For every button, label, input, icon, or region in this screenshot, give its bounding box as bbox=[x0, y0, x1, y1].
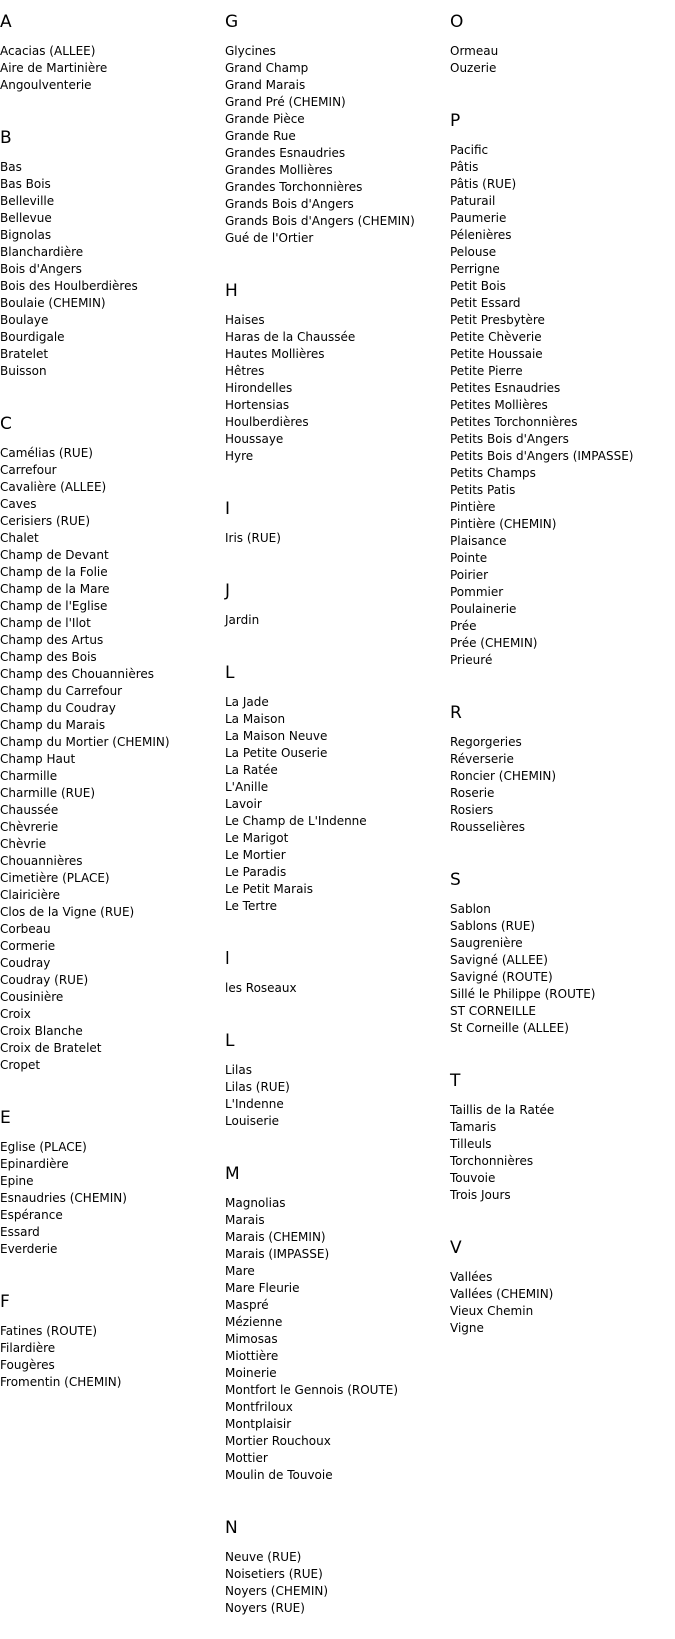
street-item[interactable]: Saugrenière bbox=[450, 936, 523, 950]
letter-section bbox=[225, 651, 450, 915]
street-item[interactable]: Grands Bois d'Angers bbox=[225, 197, 354, 211]
street-item[interactable]: Sablons (RUE) bbox=[450, 919, 536, 933]
street-item[interactable]: Ormeau bbox=[450, 44, 499, 58]
street-item[interactable]: Mare Fleurie bbox=[225, 1281, 300, 1295]
index-column-3 bbox=[450, 0, 675, 1359]
street-list bbox=[225, 530, 450, 547]
street-item[interactable]: Grands Bois d'Angers (CHEMIN) bbox=[225, 214, 415, 228]
street-item[interactable]: Coudray bbox=[0, 956, 51, 970]
street-item[interactable]: Hortensias bbox=[225, 398, 290, 412]
street-item[interactable]: Vallées bbox=[450, 1270, 493, 1284]
street-list bbox=[225, 612, 450, 629]
street-list bbox=[450, 1102, 675, 1204]
letter-heading: V bbox=[450, 1238, 462, 1258]
street-item[interactable]: Iris (RUE) bbox=[225, 531, 281, 545]
street-item[interactable]: Noyers (RUE) bbox=[225, 1601, 305, 1615]
street-item[interactable]: Sillé le Philippe (ROUTE) bbox=[450, 987, 596, 1001]
letter-heading: M bbox=[225, 1164, 240, 1184]
street-item[interactable]: Fougères bbox=[0, 1358, 55, 1372]
street-item[interactable]: Champ de l'Eglise bbox=[0, 599, 108, 613]
street-item[interactable]: Gué de l'Ortier bbox=[225, 231, 314, 245]
street-item[interactable]: Maspré bbox=[225, 1298, 269, 1312]
letter-heading: T bbox=[450, 1071, 461, 1091]
letter-heading: E bbox=[0, 1108, 11, 1128]
street-item[interactable]: Montplaisir bbox=[225, 1417, 292, 1431]
street-item[interactable]: Cavalière (ALLEE) bbox=[0, 480, 107, 494]
street-item[interactable]: Pommier bbox=[450, 585, 504, 599]
street-item[interactable]: Prieuré bbox=[450, 653, 493, 667]
street-item[interactable]: Le Champ de L'Indenne bbox=[225, 814, 367, 828]
street-item[interactable]: Petit Bois bbox=[450, 279, 506, 293]
street-item[interactable]: Champ du Carrefour bbox=[0, 684, 123, 698]
street-item[interactable]: Paturail bbox=[450, 194, 496, 208]
street-item[interactable]: La Jade bbox=[225, 695, 269, 709]
street-list bbox=[0, 1323, 225, 1391]
letter-heading: G bbox=[225, 12, 239, 32]
street-item[interactable]: Champ de Devant bbox=[0, 548, 109, 562]
street-item[interactable]: Boulaie (CHEMIN) bbox=[0, 296, 106, 310]
street-item[interactable]: Everderie bbox=[0, 1242, 58, 1256]
letter-section bbox=[225, 487, 450, 547]
street-item[interactable]: les Roseaux bbox=[225, 981, 297, 995]
street-item[interactable]: Le Mortier bbox=[225, 848, 286, 862]
street-item[interactable]: Charmille bbox=[0, 769, 58, 783]
street-item[interactable]: L'Indenne bbox=[225, 1097, 284, 1111]
street-item[interactable]: Magnolias bbox=[225, 1196, 286, 1210]
street-item[interactable]: Moinerie bbox=[225, 1366, 277, 1380]
street-item[interactable]: Noyers (CHEMIN) bbox=[225, 1584, 329, 1598]
letter-heading: B bbox=[0, 128, 12, 148]
street-item[interactable]: Chèvrerie bbox=[0, 820, 59, 834]
street-item[interactable]: Hêtres bbox=[225, 364, 265, 378]
street-item[interactable]: Chouannières bbox=[0, 854, 83, 868]
street-item[interactable]: Sablon bbox=[450, 902, 491, 916]
street-item[interactable]: Grande Rue bbox=[225, 129, 296, 143]
letter-section bbox=[0, 402, 225, 1074]
street-item[interactable]: Carrefour bbox=[0, 463, 57, 477]
street-item[interactable]: Champ des Chouannières bbox=[0, 667, 155, 681]
street-item[interactable]: Clairicière bbox=[0, 888, 61, 902]
street-item[interactable]: Cropet bbox=[0, 1058, 41, 1072]
street-item[interactable]: Montfort le Gennois (ROUTE) bbox=[225, 1383, 399, 1397]
letter-heading: L bbox=[225, 1031, 235, 1051]
street-item[interactable]: Epinardière bbox=[0, 1157, 69, 1171]
index-column-1 bbox=[0, 0, 225, 1413]
street-item[interactable]: Champ des Bois bbox=[0, 650, 97, 664]
street-item[interactable]: Rosiers bbox=[450, 803, 494, 817]
street-item[interactable]: Petite Chèverie bbox=[450, 330, 542, 344]
street-item[interactable]: Chalet bbox=[0, 531, 39, 545]
street-item[interactable]: Petite Houssaie bbox=[450, 347, 543, 361]
street-item[interactable]: Chaussée bbox=[0, 803, 59, 817]
street-item[interactable]: Jardin bbox=[225, 613, 260, 627]
street-item[interactable]: Cimetière (PLACE) bbox=[0, 871, 110, 885]
street-item[interactable]: Corbeau bbox=[0, 922, 51, 936]
letter-heading: l bbox=[225, 949, 230, 969]
street-item[interactable]: Montfriloux bbox=[225, 1400, 293, 1414]
street-item[interactable]: Fatines (ROUTE) bbox=[0, 1324, 98, 1338]
street-item[interactable]: Espérance bbox=[0, 1208, 63, 1222]
street-item[interactable]: ST CORNEILLE bbox=[450, 1004, 536, 1018]
street-item[interactable]: Hyre bbox=[225, 449, 254, 463]
street-item[interactable]: Grand Marais bbox=[225, 78, 306, 92]
street-item[interactable]: Haras de la Chaussée bbox=[225, 330, 356, 344]
street-item[interactable]: Champ de la Folie bbox=[0, 565, 108, 579]
street-item[interactable]: Réverserie bbox=[450, 752, 514, 766]
street-item[interactable]: Pâtis bbox=[450, 160, 479, 174]
street-item[interactable]: Caves bbox=[0, 497, 37, 511]
street-item[interactable]: Pacific bbox=[450, 143, 489, 157]
letter-heading: P bbox=[450, 111, 461, 131]
street-item[interactable]: Lavoir bbox=[225, 797, 262, 811]
street-list bbox=[225, 1549, 450, 1617]
letter-section bbox=[225, 937, 450, 997]
street-item[interactable]: La Maison bbox=[225, 712, 286, 726]
street-item[interactable]: Mottier bbox=[225, 1451, 268, 1465]
street-list bbox=[0, 43, 225, 94]
street-item[interactable]: Haises bbox=[225, 313, 265, 327]
street-item[interactable]: Bellevue bbox=[0, 211, 52, 225]
street-item[interactable]: Grand Champ bbox=[225, 61, 309, 75]
street-item[interactable]: Noisetiers (RUE) bbox=[225, 1567, 323, 1581]
street-item[interactable]: Croix bbox=[0, 1007, 31, 1021]
street-item[interactable]: Petits Patis bbox=[450, 483, 516, 497]
street-item[interactable]: Pointe bbox=[450, 551, 488, 565]
street-item[interactable]: Moulin de Touvoie bbox=[225, 1468, 333, 1482]
street-item[interactable]: Marais (CHEMIN) bbox=[225, 1230, 326, 1244]
street-item[interactable]: Savigné (ROUTE) bbox=[450, 970, 553, 984]
letter-section bbox=[450, 99, 675, 669]
street-item[interactable]: Chèvrie bbox=[0, 837, 47, 851]
street-item[interactable]: Le Paradis bbox=[225, 865, 287, 879]
street-item[interactable]: St Corneille (ALLEE) bbox=[450, 1021, 569, 1035]
street-item[interactable]: Taillis de la Ratée bbox=[450, 1103, 555, 1117]
street-item[interactable]: Houlberdières bbox=[225, 415, 309, 429]
street-item[interactable]: Belleville bbox=[0, 194, 55, 208]
street-item[interactable]: Trois Jours bbox=[450, 1188, 511, 1202]
street-item[interactable]: Touvoie bbox=[450, 1171, 496, 1185]
letter-section bbox=[0, 116, 225, 380]
street-item[interactable]: Petites Esnaudries bbox=[450, 381, 561, 395]
street-item[interactable]: Champ du Coudray bbox=[0, 701, 116, 715]
street-item[interactable]: Petits Bois d'Angers (IMPASSE) bbox=[450, 449, 634, 463]
street-item[interactable]: Plaisance bbox=[450, 534, 507, 548]
street-list bbox=[225, 980, 450, 997]
street-item[interactable]: Coudray (RUE) bbox=[0, 973, 89, 987]
street-item[interactable]: Roncier (CHEMIN) bbox=[450, 769, 557, 783]
street-item[interactable]: Bas bbox=[0, 160, 22, 174]
street-list bbox=[225, 1195, 450, 1484]
street-list bbox=[450, 901, 675, 1037]
street-item[interactable]: Croix Blanche bbox=[0, 1024, 83, 1038]
street-list bbox=[450, 142, 675, 669]
street-item[interactable]: Champ de la Mare bbox=[0, 582, 110, 596]
letter-section bbox=[225, 269, 450, 465]
letter-section bbox=[450, 1059, 675, 1204]
street-item[interactable]: Tilleuls bbox=[450, 1137, 492, 1151]
street-item[interactable]: Essard bbox=[0, 1225, 40, 1239]
street-item[interactable]: Grandes Torchonnières bbox=[225, 180, 363, 194]
street-item[interactable]: Cormerie bbox=[0, 939, 56, 953]
street-item[interactable]: Boulaye bbox=[0, 313, 49, 327]
letter-heading: L bbox=[225, 663, 235, 683]
street-list bbox=[0, 1139, 225, 1258]
street-item[interactable]: Mézienne bbox=[225, 1315, 283, 1329]
street-item[interactable]: Neuve (RUE) bbox=[225, 1550, 302, 1564]
street-item[interactable]: Croix de Bratelet bbox=[0, 1041, 102, 1055]
street-list bbox=[225, 43, 450, 247]
letter-section bbox=[225, 569, 450, 629]
street-item[interactable]: Lilas bbox=[225, 1063, 252, 1077]
street-item[interactable]: Cerisiers (RUE) bbox=[0, 514, 91, 528]
street-item[interactable]: Bois des Houlberdières bbox=[0, 279, 138, 293]
street-item[interactable]: Charmille (RUE) bbox=[0, 786, 96, 800]
letter-section bbox=[450, 858, 675, 1037]
street-item[interactable]: Acacias (ALLEE) bbox=[0, 44, 96, 58]
street-item[interactable]: Vallées (CHEMIN) bbox=[450, 1287, 554, 1301]
letter-section bbox=[225, 1019, 450, 1130]
street-item[interactable]: Pélenières bbox=[450, 228, 512, 242]
street-item[interactable]: La Petite Ouserie bbox=[225, 746, 328, 760]
street-item[interactable]: Poirier bbox=[450, 568, 489, 582]
street-list bbox=[0, 159, 225, 380]
street-item[interactable]: Petit Essard bbox=[450, 296, 521, 310]
street-item[interactable]: Pelouse bbox=[450, 245, 497, 259]
street-item[interactable]: Bas Bois bbox=[0, 177, 51, 191]
letter-section bbox=[450, 1226, 675, 1337]
index-column-2 bbox=[225, 0, 450, 1639]
street-item[interactable]: Grand Pré (CHEMIN) bbox=[225, 95, 346, 109]
street-item[interactable]: Bois d'Angers bbox=[0, 262, 82, 276]
street-item[interactable]: Filardière bbox=[0, 1341, 56, 1355]
letter-heading: O bbox=[450, 12, 464, 32]
street-item[interactable]: Buisson bbox=[0, 364, 47, 378]
letter-heading: N bbox=[225, 1518, 238, 1538]
street-item[interactable]: Glycines bbox=[225, 44, 276, 58]
street-item[interactable]: Blanchardière bbox=[0, 245, 84, 259]
street-item[interactable]: Pintière (CHEMIN) bbox=[450, 517, 557, 531]
street-item[interactable]: Grandes Mollières bbox=[225, 163, 333, 177]
street-item[interactable]: Petite Pierre bbox=[450, 364, 523, 378]
street-item[interactable]: Bratelet bbox=[0, 347, 49, 361]
street-item[interactable]: Roserie bbox=[450, 786, 495, 800]
letter-heading: C bbox=[0, 414, 12, 434]
street-item[interactable]: Hautes Mollières bbox=[225, 347, 325, 361]
street-item[interactable]: Grande Pièce bbox=[225, 112, 305, 126]
street-item[interactable]: Marais bbox=[225, 1213, 265, 1227]
street-item[interactable]: Mortier Rouchoux bbox=[225, 1434, 331, 1448]
street-item[interactable]: Paumerie bbox=[450, 211, 507, 225]
letter-heading: R bbox=[450, 703, 462, 723]
letter-section bbox=[450, 691, 675, 836]
letter-section bbox=[225, 1152, 450, 1484]
street-item[interactable]: Perrigne bbox=[450, 262, 500, 276]
street-item[interactable]: Savigné (ALLEE) bbox=[450, 953, 548, 967]
street-item[interactable]: Tamaris bbox=[450, 1120, 497, 1134]
street-item[interactable]: Petites Mollières bbox=[450, 398, 548, 412]
street-item[interactable]: Le Petit Marais bbox=[225, 882, 314, 896]
street-list bbox=[450, 734, 675, 836]
street-item[interactable]: Petits Bois d'Angers bbox=[450, 432, 569, 446]
street-item[interactable]: Petit Presbytère bbox=[450, 313, 545, 327]
street-item[interactable]: Rousselières bbox=[450, 820, 525, 834]
letter-heading: J bbox=[225, 581, 231, 601]
street-list bbox=[225, 1062, 450, 1130]
letter-section bbox=[0, 0, 225, 94]
street-item[interactable]: Clos de la Vigne (RUE) bbox=[0, 905, 135, 919]
letter-section bbox=[0, 1096, 225, 1258]
street-item[interactable]: Vigne bbox=[450, 1321, 484, 1335]
street-item[interactable]: Camélias (RUE) bbox=[0, 446, 93, 460]
letter-heading: F bbox=[0, 1292, 10, 1312]
street-item[interactable]: Le Tertre bbox=[225, 899, 278, 913]
street-item[interactable]: Bignolas bbox=[0, 228, 52, 242]
street-list bbox=[225, 694, 450, 915]
street-item[interactable]: Esnaudries (CHEMIN) bbox=[0, 1191, 127, 1205]
letter-section bbox=[450, 0, 675, 77]
street-item[interactable]: Prée (CHEMIN) bbox=[450, 636, 538, 650]
street-item[interactable]: Fromentin (CHEMIN) bbox=[0, 1375, 122, 1389]
letter-heading: S bbox=[450, 870, 461, 890]
street-item[interactable]: Poulainerie bbox=[450, 602, 517, 616]
street-item[interactable]: Champ de l'Ilot bbox=[0, 616, 91, 630]
street-item[interactable]: Cousinière bbox=[0, 990, 64, 1004]
street-item[interactable]: Vieux Chemin bbox=[450, 1304, 534, 1318]
street-item[interactable]: Torchonnières bbox=[450, 1154, 534, 1168]
street-item[interactable]: L'Anille bbox=[225, 780, 269, 794]
letter-heading: A bbox=[0, 12, 12, 32]
street-item[interactable]: Champ du Mortier (CHEMIN) bbox=[0, 735, 170, 749]
street-item[interactable]: Eglise (PLACE) bbox=[0, 1140, 87, 1154]
street-item[interactable]: Epine bbox=[0, 1174, 34, 1188]
street-item[interactable]: Prée bbox=[450, 619, 477, 633]
letter-section bbox=[0, 1280, 225, 1391]
street-item[interactable]: Petites Torchonnières bbox=[450, 415, 578, 429]
street-item[interactable]: Champ Haut bbox=[0, 752, 76, 766]
street-item[interactable]: Lilas (RUE) bbox=[225, 1080, 290, 1094]
street-item[interactable]: Houssaye bbox=[225, 432, 284, 446]
street-item[interactable]: Grandes Esnaudries bbox=[225, 146, 346, 160]
street-item[interactable]: Le Marigot bbox=[225, 831, 289, 845]
street-item[interactable]: Bourdigale bbox=[0, 330, 65, 344]
street-item[interactable]: Pintière bbox=[450, 500, 496, 514]
street-item[interactable]: La Maison Neuve bbox=[225, 729, 328, 743]
letter-heading: I bbox=[225, 499, 231, 519]
street-item[interactable]: Pâtis (RUE) bbox=[450, 177, 517, 191]
street-item[interactable]: La Ratée bbox=[225, 763, 278, 777]
street-item[interactable]: Ouzerie bbox=[450, 61, 497, 75]
letter-section bbox=[225, 0, 450, 247]
letter-heading: H bbox=[225, 281, 238, 301]
street-item[interactable]: Regorgeries bbox=[450, 735, 522, 749]
street-item[interactable]: Aire de Martinière bbox=[0, 61, 108, 75]
street-item[interactable]: Louiserie bbox=[225, 1114, 280, 1128]
street-item[interactable]: Miottière bbox=[225, 1349, 279, 1363]
street-item[interactable]: Hirondelles bbox=[225, 381, 293, 395]
street-list bbox=[450, 43, 675, 77]
street-list bbox=[450, 1269, 675, 1337]
street-list bbox=[0, 445, 225, 1074]
street-item[interactable]: Champ du Marais bbox=[0, 718, 106, 732]
street-item[interactable]: Champ des Artus bbox=[0, 633, 104, 647]
street-item[interactable]: Angoulventerie bbox=[0, 78, 92, 92]
street-item[interactable]: Petits Champs bbox=[450, 466, 536, 480]
street-item[interactable]: Mare bbox=[225, 1264, 255, 1278]
street-item[interactable]: Marais (IMPASSE) bbox=[225, 1247, 330, 1261]
street-item[interactable]: Mimosas bbox=[225, 1332, 278, 1346]
street-list bbox=[225, 312, 450, 465]
